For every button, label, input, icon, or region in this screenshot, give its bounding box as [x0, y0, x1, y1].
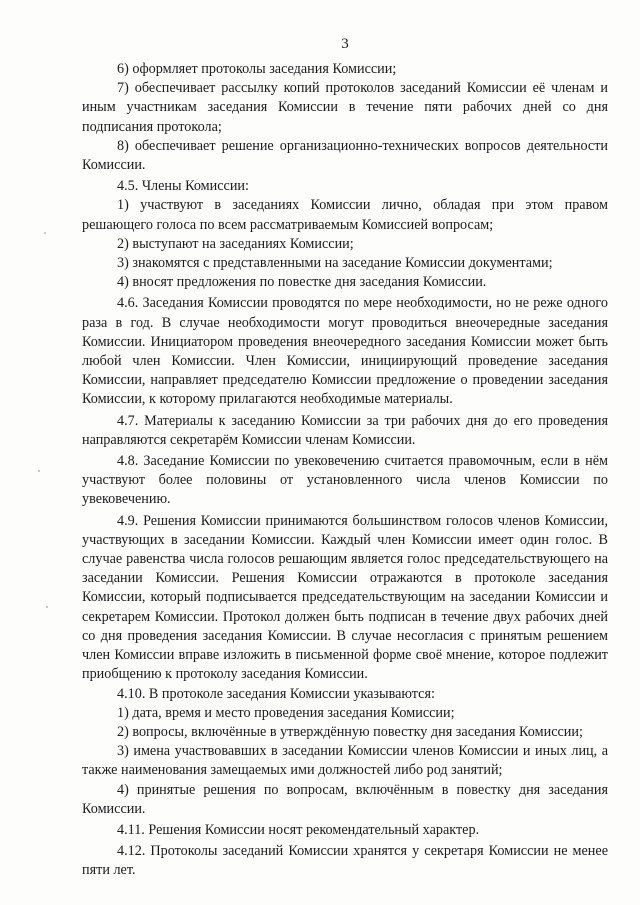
- page-number: 3: [341, 36, 349, 52]
- paragraph-4-9: 4.9. Решения Комиссии принимаются большинством голосов членов Комиссии, участвующих в заседании Комиссии. Каждый член Комиссии имеет один голос. В случае равенства числа голосов решающим является голос председательствующего на заседании Комиссии. Решения Комиссии отражаются в протоколе заседания Комиссии, который подписывается председательствующим на заседании Комиссии и секретарем Комиссии. Протокол должен быть подписан в течение двух рабочих дней со дня проведения заседания Комиссии. В случае несогласия с принятым решением член Комиссии вправе изложить в письменной форме своё мнение, которое подлежит приобщению к протоколу заседания Комиссии.: [82, 512, 608, 683]
- paragraph-4-5-item-2: 2) выступают на заседаниях Комиссии;: [117, 235, 354, 252]
- document-body: [82, 60, 608, 881]
- scan-speck: [44, 232, 46, 234]
- paragraph-item-7: 7) обеспечивает рассылку копий протоколов заседаний Комиссии её членам и иным участникам заседания Комиссии в течение пяти рабочих дней со дня подписания протокола;: [82, 80, 608, 135]
- paragraph-4-10-item-3: 3) имена участвовавших в заседании Комиссии членов Комиссии и иных лиц, а также наименования замещаемых ими должностей либо род занятий;: [82, 743, 608, 779]
- paragraph-4-8: 4.8. Заседание Комиссии по увековечению считается правомочным, если в нём участвуют более половины от установленного числа членов Комиссии по увековечению.: [82, 453, 608, 508]
- paragraph-4-5-item-3: 3) знакомятся с представленными на заседание Комиссии документами;: [117, 255, 553, 272]
- paragraph-4-10-item-1: 1) дата, время и место проведения заседания Комиссии;: [117, 704, 455, 721]
- paragraph-4-10-item-4: 4) принятые решения по вопросам, включённым в повестку дня заседания Комиссии.: [82, 781, 608, 817]
- paragraph-4-5: 4.5. Члены Комиссии:: [117, 178, 249, 195]
- paragraph-item-6: 6) оформляет протоколы заседания Комиссии;: [117, 61, 397, 77]
- paragraph-4-5-item-4: 4) вносят предложения по повестке дня заседания Комиссии.: [117, 274, 487, 291]
- scan-speck: [38, 470, 40, 472]
- paragraph-4-10: 4.10. В протоколе заседания Комиссии указываются:: [117, 685, 435, 702]
- paragraph-4-6: 4.6. Заседания Комиссии проводятся по мере необходимости, но не реже одного раза в год. В случае необходимости могут проводиться внеочередные заседания Комиссии. Инициатором проведения внеочередного заседания Комиссии может быть любой член Комиссии. Член Комиссии, инициирующий проведение заседания Комиссии, направляет председателю Комиссии предложение о проведении заседания Комиссии, к которому прилагаются необходимые материалы.: [82, 295, 608, 408]
- scan-speck: [46, 606, 48, 608]
- paragraph-4-11: 4.11. Решения Комиссии носят рекомендательный характер.: [117, 821, 480, 838]
- paragraph-4-7: 4.7. Материалы к заседанию Комиссии за три рабочих дня до его проведения направляются секретарём Комиссии членам Комиссии.: [82, 412, 608, 448]
- paragraph-4-10-item-2: 2) вопросы, включённые в утверждённую повестку дня заседания Комиссии;: [117, 723, 583, 740]
- paragraph-4-5-item-1: 1) участвуют в заседаниях Комиссии лично, обладая при этом правом решающего голоса по всем рассматриваемым Комиссией вопросам;: [82, 197, 608, 233]
- paragraph-item-8: 8) обеспечивает решение организационно-технических вопросов деятельности Комиссии.: [82, 137, 608, 174]
- paragraph-4-12: 4.12. Протоколы заседаний Комиссии хранятся у секретаря Комиссии не менее пяти лет.: [82, 843, 608, 879]
